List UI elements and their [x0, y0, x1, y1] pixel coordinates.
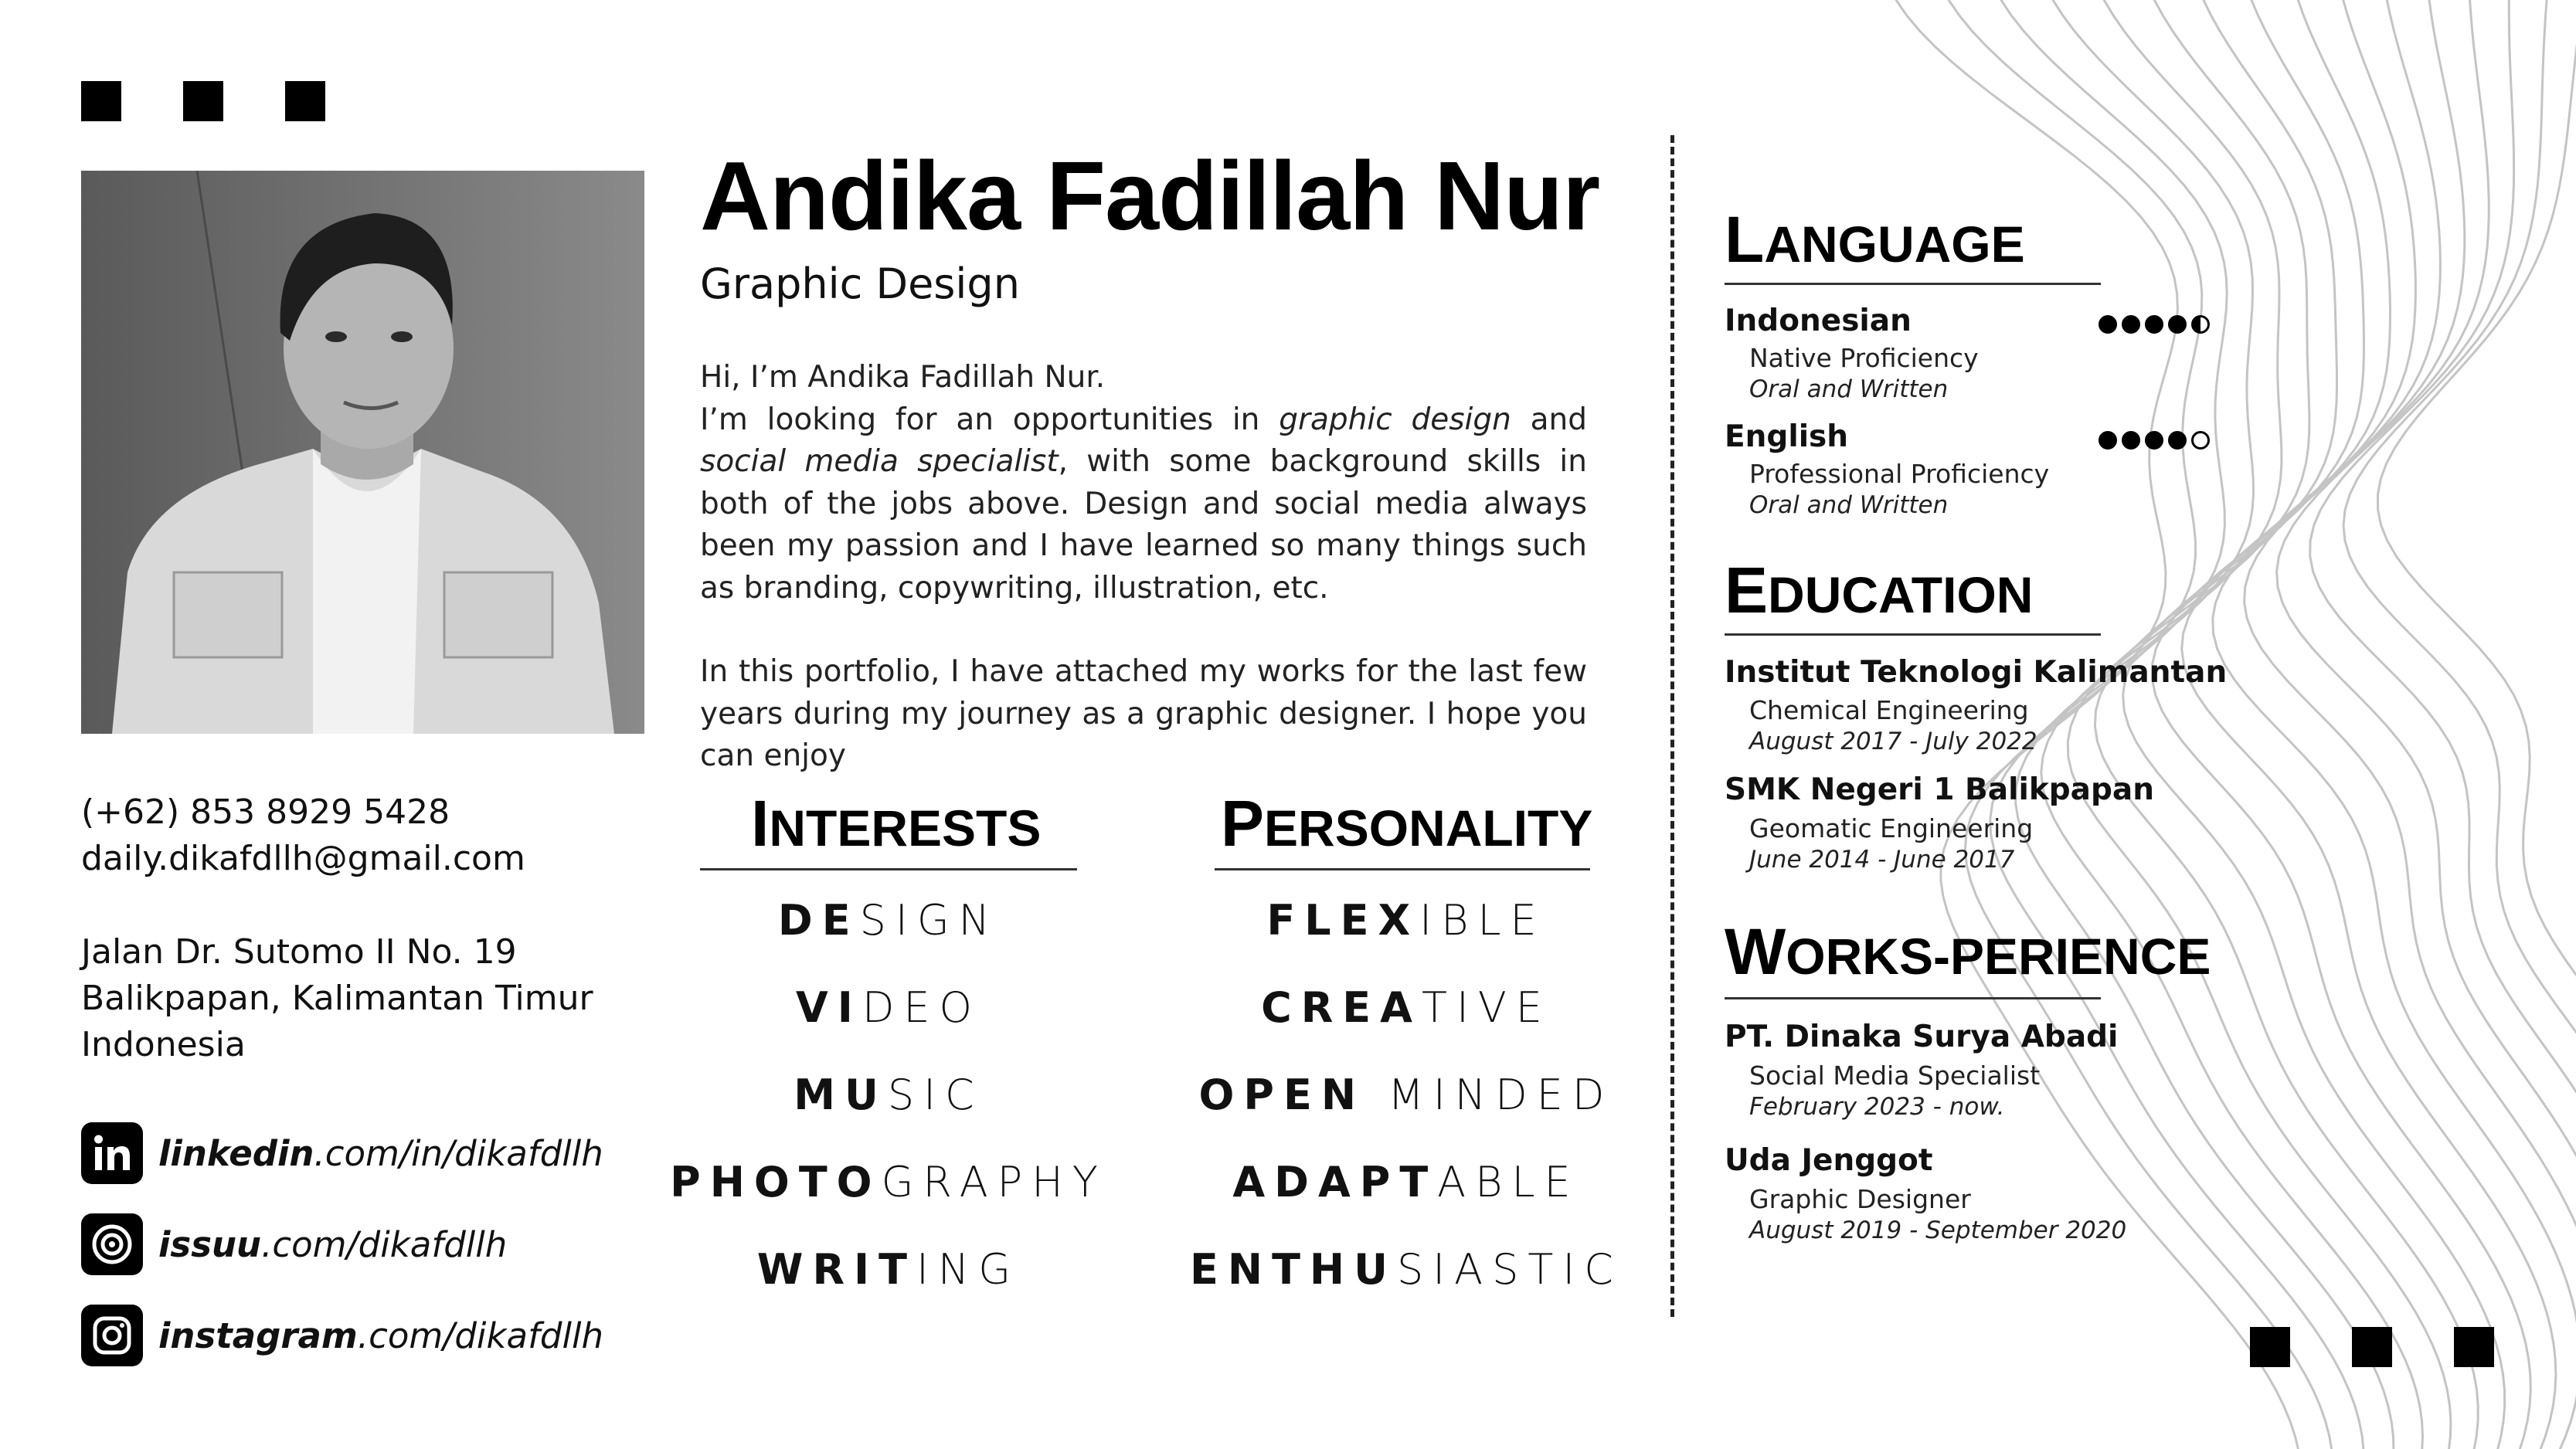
language-rating [2099, 315, 2210, 334]
wave-line [2343, 0, 2576, 1449]
education-dates: June 2014 - June 2017 [1749, 846, 2015, 874]
issuu-icon [81, 1213, 143, 1275]
rating-dot-empty [2191, 431, 2210, 450]
intro-text [700, 357, 1587, 778]
rating-dot-full [2099, 315, 2117, 334]
personality-heading: PERSONALITY [1221, 787, 1593, 860]
education-dates: August 2017 - July 2022 [1749, 728, 2037, 755]
work-dates: August 2019 - September 2020 [1749, 1217, 2127, 1244]
decorative-square [285, 81, 325, 121]
work-company: PT. Dinaka Surya Abadi [1725, 1020, 2119, 1054]
rating-dot-full [2168, 431, 2187, 450]
personality-item: ADAPTABLE [1232, 1158, 1580, 1206]
linkedin-link-text[interactable]: linkedin.com/in/dikafdllh [158, 1132, 603, 1174]
intro-paragraph-2: In this portfolio, I have attached my works for the last few years during my journey as a graphic designer. I hope you can enjoy [700, 654, 1587, 773]
wave-line [2277, 0, 2576, 1449]
language-rating [2099, 431, 2210, 450]
rating-dot-half [2191, 315, 2210, 334]
phone-number: (+62) 853 8929 5428 [81, 792, 450, 832]
social-link-linkedin[interactable] [81, 1122, 603, 1184]
works-rule [1725, 997, 2101, 999]
education-heading: EDUCATION [1725, 554, 2034, 626]
issuu-link-text[interactable]: issuu.com/dikafdllh [158, 1223, 508, 1265]
language-level: Native Proficiency [1749, 343, 1979, 373]
instagram-link-text[interactable]: instagram.com/dikafdllh [158, 1315, 604, 1356]
rating-dot-full [2099, 431, 2117, 450]
rating-dot-full [2122, 315, 2140, 334]
decorative-square [81, 81, 121, 121]
interest-item: VIDEO [795, 983, 982, 1032]
education-school: Institut Teknologi Kalimantan [1725, 655, 2228, 690]
work-position: Social Media Specialist [1749, 1060, 2041, 1091]
rating-dot-full [2145, 431, 2163, 450]
profile-photo [81, 171, 644, 734]
education-rule [1725, 633, 2101, 636]
address-line-1: Jalan Dr. Sutomo II No. 19 [81, 932, 517, 972]
decorative-square [183, 81, 223, 121]
rating-dot-full [2145, 315, 2163, 334]
works-heading: WORKS-PERIENCE [1725, 915, 2211, 988]
intro-paragraph-1: I’m looking for an opportunities in graphic design and social media specialist, with some background skills in both of the jobs above. Design and social media always been my passion and I have learned so many things such as branding, copywriting, illustration, etc. [700, 402, 1587, 606]
email-address: daily.dikafdllh@gmail.com [81, 839, 525, 878]
work-dates: February 2023 - now. [1749, 1093, 2005, 1121]
decorative-square [2352, 1327, 2392, 1367]
interest-item: PHOTOGRAPHY [670, 1158, 1107, 1206]
personality-item: ENTHUSIASTIC [1189, 1245, 1623, 1294]
instagram-icon [81, 1305, 143, 1366]
personality-item: CREATIVE [1261, 983, 1551, 1032]
language-level: Professional Proficiency [1749, 459, 2050, 489]
intro-greeting: Hi, I’m Andika Fadillah Nur. [700, 360, 1106, 395]
wave-line [2310, 0, 2576, 1449]
interest-item: MUSIC [794, 1071, 984, 1119]
address-line-2: Balikpapan, Kalimantan Timur [81, 979, 593, 1018]
work-company: Uda Jenggot [1725, 1143, 1933, 1178]
personality-list [1159, 877, 1653, 1313]
column-divider [1670, 135, 1674, 1317]
language-name: English [1725, 419, 1849, 454]
rating-dot-full [2122, 431, 2140, 450]
interests-heading: INTERESTS [751, 787, 1042, 860]
decorative-square [2250, 1327, 2290, 1367]
language-mode: Oral and Written [1749, 491, 1949, 519]
personality-item: OPEN MINDED [1198, 1071, 1614, 1119]
wave-line [2123, 0, 2505, 1449]
personality-item: FLEXIBLE [1266, 896, 1546, 945]
social-link-issuu[interactable] [81, 1213, 507, 1275]
interests-list [657, 877, 1120, 1313]
language-name: Indonesian [1725, 304, 1912, 338]
education-field: Geomatic Engineering [1749, 813, 2034, 843]
language-rule [1725, 283, 2101, 285]
education-field: Chemical Engineering [1749, 695, 2029, 725]
wave-line [2153, 0, 2531, 1449]
education-school: SMK Negeri 1 Balikpapan [1725, 772, 2154, 807]
language-mode: Oral and Written [1749, 375, 1949, 403]
linkedin-icon [81, 1122, 143, 1184]
interests-rule [700, 868, 1077, 870]
profile-name: Andika Fadillah Nur [700, 141, 1600, 250]
address-line-3: Indonesia [81, 1025, 246, 1064]
social-link-instagram[interactable] [81, 1305, 603, 1366]
profile-role: Graphic Design [700, 260, 1020, 308]
rating-dot-full [2168, 315, 2187, 334]
interest-item: DESIGN [777, 896, 1000, 945]
interest-item: WRITING [756, 1245, 1021, 1294]
work-position: Graphic Designer [1749, 1184, 1971, 1214]
decorative-square [2454, 1327, 2494, 1367]
language-heading: LANGUAGE [1725, 203, 2025, 276]
personality-rule [1215, 868, 1590, 870]
